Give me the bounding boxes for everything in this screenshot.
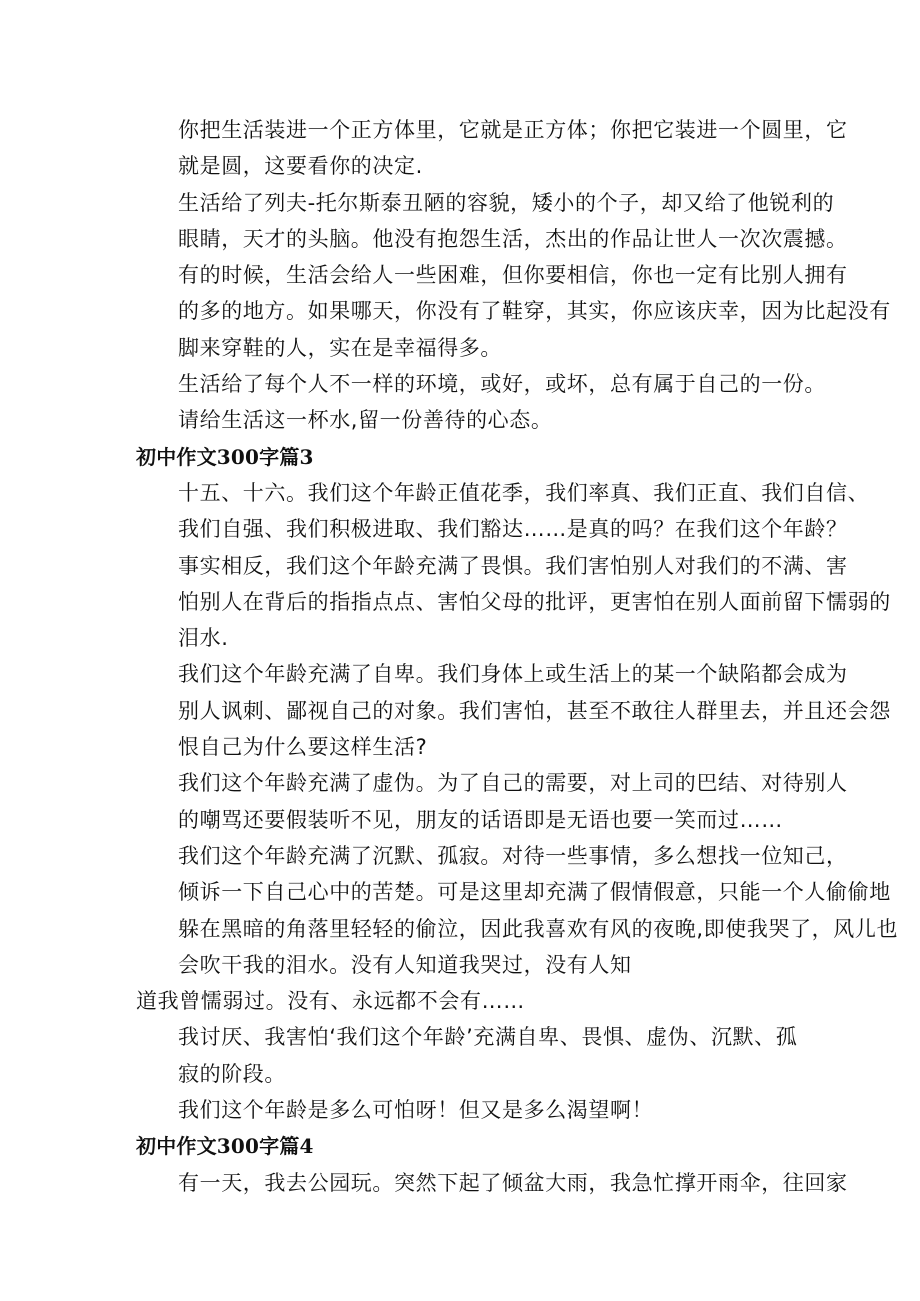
text-line: 怕别人在背后的指指点点、害怕父母的批评，更害怕在别人面前留下懦弱的 — [178, 589, 891, 614]
text-line: 道我曾懦弱过。没有、永远都不会有…… — [136, 989, 525, 1014]
text-line: 有一天，我去公园玩。突然下起了倾盆大雨，我急忙撑开雨伞，往回家 — [178, 1170, 848, 1195]
text-line: 你把生活装进一个正方体里，它就是正方体；你把它装进一个圆里，它 — [178, 118, 848, 142]
text-line: 躲在黑暗的角落里轻轻的偷泣，因此我喜欢有风的夜晚,即使我哭了，风儿也 — [178, 916, 899, 941]
text-line: 生活给了每个人不一样的环境，或好，或坏，总有属于自己的一份。 — [178, 372, 826, 397]
text-line: 事实相反，我们这个年龄充满了畏惧。我们害怕别人对我们的不满、害 — [178, 553, 848, 578]
paragraph — [136, 1092, 800, 1128]
paragraph — [136, 1019, 800, 1092]
text-line: 脚来穿鞋的人，实在是幸福得多。 — [178, 335, 502, 360]
paragraph — [136, 257, 891, 366]
section-heading: 初中作文300字篇4 — [136, 1134, 314, 1159]
text-line: 会吹干我的泪水。没有人知道我哭过，没有人知 — [178, 952, 632, 977]
text-line: 我讨厌、我害怕‘我们这个年龄’充满自卑、畏惧、虚伪、沉默、孤 — [178, 1025, 798, 1050]
text-line: 我们自强、我们积极进取、我们豁达……是真的吗？在我们这个年龄？ — [178, 517, 848, 542]
text-line: 我们这个年龄是多么可怕呀！但又是多么渴望啊！ — [178, 1098, 654, 1123]
text-line: 的多的地方。如果哪天，你没有了鞋穿，其实，你应该庆幸，因为比起没有 — [178, 299, 891, 324]
text-line: 就是圆，这要看你的决定. — [178, 154, 423, 179]
text-line: 别人讽刺、鄙视自己的对象。我们害怕，甚至不敢往人群里去，并且还会怨 — [178, 698, 891, 723]
document-body — [136, 112, 899, 1201]
paragraph — [136, 112, 848, 185]
text-line: 倾诉一下自己心中的苦楚。可是这里却充满了假情假意，只能一个人偷偷地 — [178, 880, 891, 905]
paragraph — [136, 185, 848, 258]
text-line: 我们这个年龄充满了虚伪。为了自己的需要，对上司的巴结、对待别人 — [178, 771, 848, 796]
paragraph — [136, 838, 899, 983]
paragraph — [136, 548, 891, 657]
paragraph — [136, 402, 800, 438]
paragraph — [136, 366, 826, 402]
text-line: 生活给了列夫-托尔斯泰丑陋的容貌，矮小的个子，却又给了他锐利的 — [178, 190, 835, 215]
text-line: 我们这个年龄充满了自卑。我们身体上或生活上的某一个缺陷都会成为 — [178, 662, 848, 687]
text-line: 十五、十六。我们这个年龄正值花季，我们率真、我们正直、我们自信、 — [178, 480, 870, 505]
paragraph — [136, 983, 800, 1019]
section-heading: 初中作文300字篇3 — [136, 444, 314, 469]
text-line: 有的时候，生活会给人一些困难，但你要相信，你也一定有比别人拥有 — [178, 263, 848, 288]
text-line: 我们这个年龄充满了沉默、孤寂。对待一些事情，多么想找一位知己， — [178, 843, 848, 868]
paragraph — [136, 765, 848, 838]
text-line: 寂的阶段。 — [178, 1061, 286, 1086]
text-line: 泪水. — [178, 626, 229, 651]
text-line: 眼睛，天才的头脑。他没有抱怨生活，杰出的作品让世人一次次震撼。 — [178, 226, 848, 251]
text-line: 的嘲骂还要假装听不见，朋友的话语即是无语也要一笑而过…… — [178, 807, 783, 832]
text-line: 恨自己为什么要这样生活? — [178, 735, 428, 760]
text-line: 请给生活这一杯水,留一份善待的心态。 — [178, 408, 553, 433]
paragraph — [136, 656, 891, 765]
paragraph — [136, 1165, 848, 1201]
paragraph — [136, 475, 870, 548]
